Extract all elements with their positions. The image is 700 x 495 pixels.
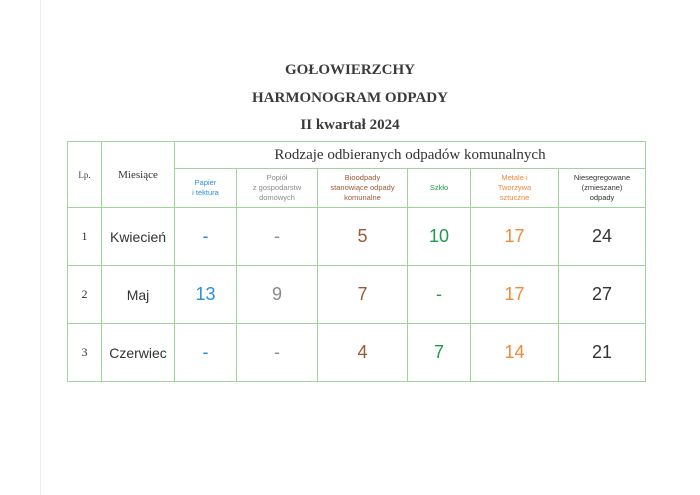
title-quarter: II kwartał 2024 [300,117,400,133]
waste-type-header-line: Niesegregowane [573,173,631,182]
pickup-day-cell: 13 [175,266,237,324]
pickup-day-cell: 17 [471,266,559,324]
waste-type-header-line: domowych [259,193,295,202]
row-number: 3 [68,324,102,382]
header-row-top [68,142,646,169]
waste-types-header: Rodzaje odbieranych odpadów komunalnych [175,142,646,169]
waste-type-header-2 [237,169,318,208]
waste-type-header-line: (zmieszane) [581,183,623,192]
waste-type-header-line: odpady [589,193,615,202]
row-number: 1 [68,208,102,266]
waste-type-header-line: stanowiące odpady [330,183,395,192]
waste-type-header-line: Popiół [266,173,288,182]
pickup-day-cell: 4 [318,324,408,382]
pickup-day-cell: 7 [408,324,471,382]
pickup-day-cell: 21 [559,324,646,382]
waste-type-header-6 [559,169,646,208]
row-month: Maj [102,266,175,324]
pickup-day-cell: 24 [559,208,646,266]
table-row [68,266,646,324]
waste-type-header-line: i tektura [192,188,219,197]
waste-type-header-4 [408,169,471,208]
waste-type-header-5 [471,169,559,208]
waste-type-header-line: sztuczne [499,193,530,202]
pickup-day-cell: 10 [408,208,471,266]
lp-header: Lp. [68,142,102,208]
pickup-day-cell: 5 [318,208,408,266]
row-number: 2 [68,266,102,324]
waste-schedule-table [67,141,646,382]
waste-type-header-line: Tworzywa [497,183,532,192]
pickup-day-cell: - [175,324,237,382]
pickup-day-cell: - [175,208,237,266]
row-month: Czerwiec [102,324,175,382]
pickup-day-cell: - [237,324,318,382]
pickup-day-cell: 9 [237,266,318,324]
waste-type-header-line: z gospodarstw [252,183,302,192]
waste-type-header-line: Bioodpady [344,173,381,182]
waste-type-header-line: komunalne [344,193,381,202]
row-month: Kwiecień [102,208,175,266]
waste-type-header-line: Szkło [429,183,449,192]
title-schedule: HARMONOGRAM ODPADY [252,90,448,106]
pickup-day-cell: 17 [471,208,559,266]
pickup-day-cell: 27 [559,266,646,324]
pickup-day-cell: - [408,266,471,324]
pickup-day-cell: 7 [318,266,408,324]
waste-type-header-line: Papier [194,178,217,187]
month-header: Miesiące [102,142,175,208]
table-row [68,208,646,266]
title-village: GOŁOWIERZCHY [284,62,416,78]
table-row [68,324,646,382]
waste-type-header-line: Metale i [501,173,528,182]
pickup-day-cell: - [237,208,318,266]
pickup-day-cell: 14 [471,324,559,382]
waste-type-header-3 [318,169,408,208]
waste-type-header-1 [175,169,237,208]
